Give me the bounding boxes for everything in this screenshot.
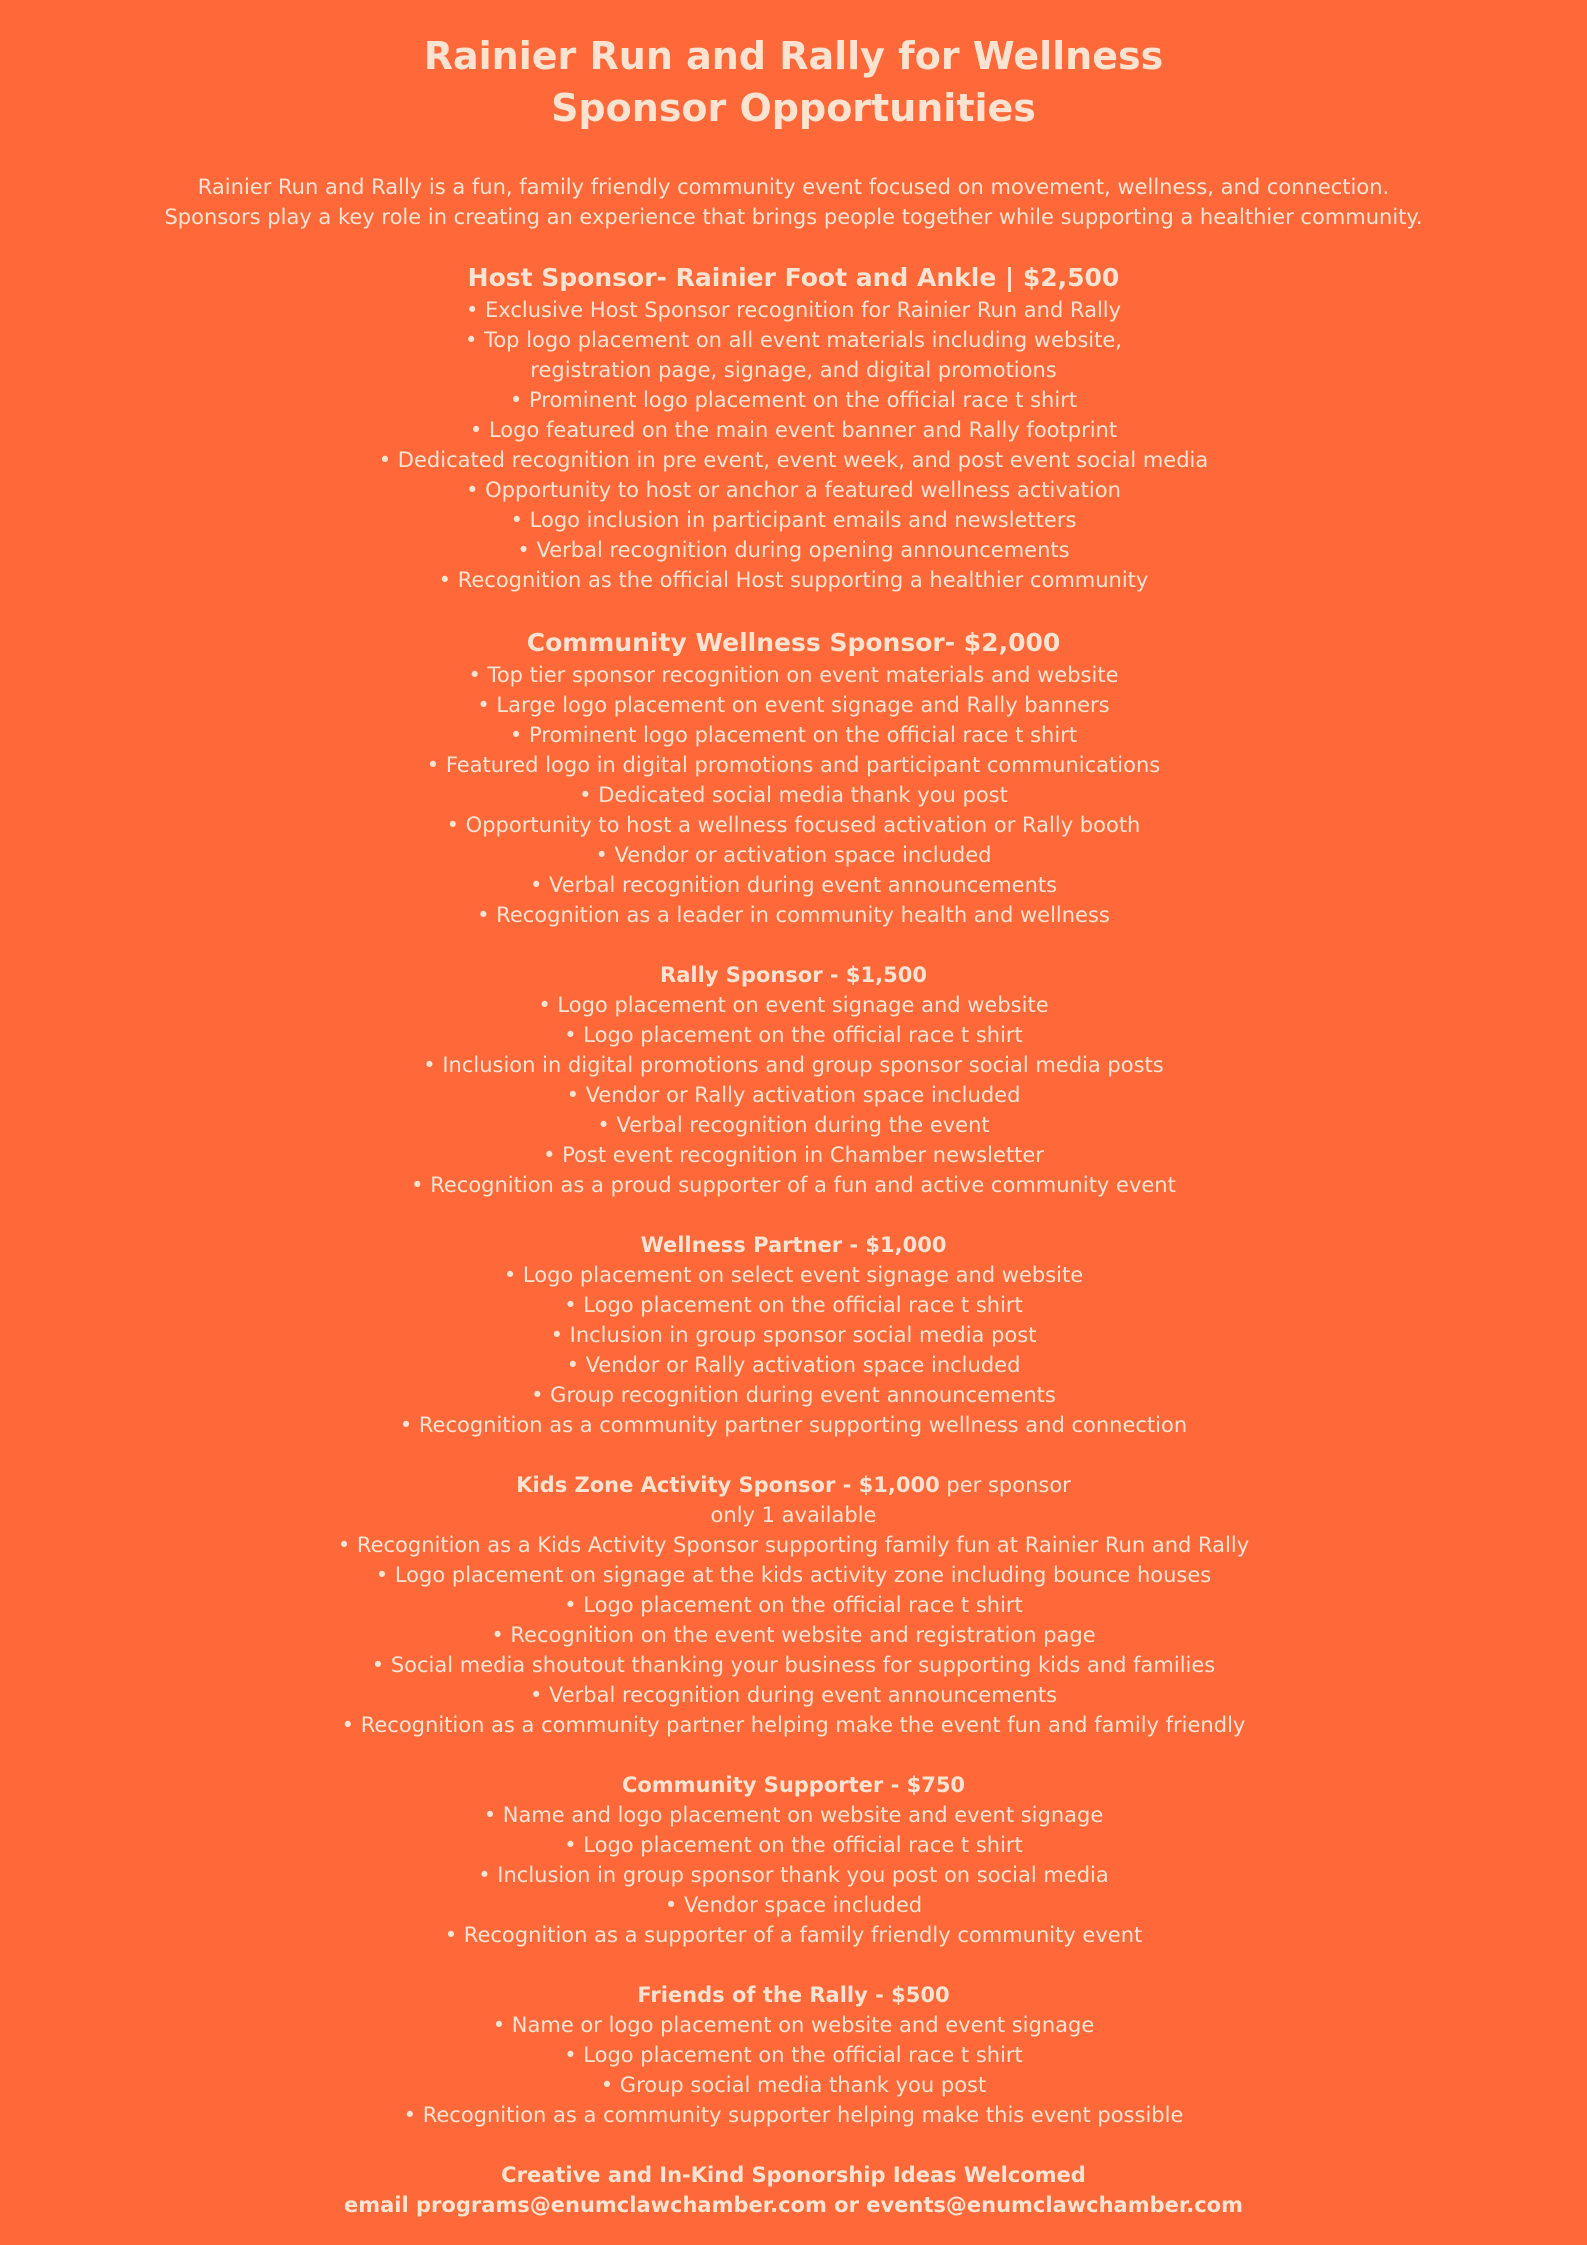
benefit-item: • Vendor or Rally activation space included <box>566 1083 1021 1107</box>
benefit-list <box>0 295 1587 595</box>
tier-heading: Wellness Partner - $1,000 <box>640 1233 947 1257</box>
sponsor-tiers <box>0 260 1587 2220</box>
benefit-item: • Logo placement on select event signage and website <box>503 1263 1084 1287</box>
benefit-item: • Dedicated recognition in pre event, event week, and post event social media <box>378 448 1209 472</box>
benefit-list <box>0 660 1587 930</box>
benefit-item: • Recognition as a community supporter helping make this event possible <box>403 2103 1184 2127</box>
page-title: Rainier Run and Rally for Wellness <box>423 34 1164 78</box>
benefit-item: • Logo placement on the official race t shirt <box>564 1833 1023 1857</box>
benefit-item: • Recognition as a community partner helping make the event fun and family friendly <box>341 1713 1246 1737</box>
intro-line: Rainier Run and Rally is a fun, family friendly community event focused on movement, wellness, and connection. <box>197 175 1390 199</box>
benefit-item-continued: registration page, signage, and digital promotions <box>530 358 1057 382</box>
benefit-item: • Name or logo placement on website and event signage <box>492 2013 1095 2037</box>
benefit-list <box>0 990 1587 1200</box>
tier-heading-text: Kids Zone Activity Sponsor - $1,000 <box>516 1473 940 1497</box>
benefit-list <box>0 1530 1587 1740</box>
footer-heading: Creative and In-Kind Sponorship Ideas Welcomed <box>501 2163 1086 2187</box>
benefit-item: • Opportunity to host or anchor a featured wellness activation <box>466 478 1121 502</box>
benefit-item: • Logo inclusion in participant emails and newsletters <box>510 508 1077 532</box>
tier-heading: Rally Sponsor - $1,500 <box>660 963 927 987</box>
benefit-item: • Exclusive Host Sponsor recognition for Rainier Run and Rally <box>465 298 1122 322</box>
benefit-item: • Recognition on the event website and registration page <box>491 1623 1096 1647</box>
benefit-item: • Large logo placement on event signage and Rally banners <box>477 693 1110 717</box>
sponsor-tier-friends-of-rally <box>0 1980 1587 2130</box>
benefit-item: • Recognition as a proud supporter of a fun and active community event <box>411 1173 1176 1197</box>
benefit-item: • Top tier sponsor recognition on event materials and website <box>468 663 1119 687</box>
benefit-item: • Verbal recognition during opening announcements <box>517 538 1070 562</box>
tier-heading: Host Sponsor- Rainier Foot and Ankle | $2,500 <box>467 263 1120 292</box>
benefit-list <box>0 1260 1587 1440</box>
sponsor-tier-community-supporter <box>0 1770 1587 1950</box>
benefit-item: • Logo placement on the official race t shirt <box>564 1293 1023 1317</box>
benefit-item: • Verbal recognition during event announcements <box>529 1683 1058 1707</box>
benefit-item: • Logo placement on the official race t shirt <box>564 1023 1023 1047</box>
benefit-item: • Logo placement on signage at the kids activity zone including bounce houses <box>375 1563 1212 1587</box>
benefit-item: • Top logo placement on all event materials including website, <box>465 328 1122 352</box>
benefit-item: • Recognition as a community partner supporting wellness and connection <box>399 1413 1188 1437</box>
benefit-list <box>0 2010 1587 2130</box>
benefit-item: • Inclusion in group sponsor social media post <box>550 1323 1037 1347</box>
sponsor-tier-rally <box>0 960 1587 1200</box>
benefit-item: • Logo featured on the main event banner and Rally footprint <box>469 418 1118 442</box>
benefit-item: • Group recognition during event announcements <box>531 1383 1056 1407</box>
benefit-item: • Verbal recognition during the event <box>597 1113 990 1137</box>
intro-paragraph <box>0 172 1587 232</box>
page-subtitle: Sponsor Opportunities <box>551 86 1036 130</box>
benefit-item: • Name and logo placement on website and event signage <box>483 1803 1104 1827</box>
intro-line: Sponsors play a key role in creating an experience that brings people together while supporting a healthier community. <box>164 205 1423 229</box>
tier-heading: Community Supporter - $750 <box>621 1773 966 1797</box>
benefit-item: • Prominent logo placement on the official race t shirt <box>509 723 1078 747</box>
tier-heading-suffix: per sponsor <box>939 1473 1071 1497</box>
benefit-item: • Logo placement on event signage and website <box>538 993 1049 1017</box>
benefit-item: • Recognition as a Kids Activity Sponsor supporting family fun at Rainier Run and Rally <box>337 1533 1250 1557</box>
benefit-item: • Vendor or activation space included <box>595 843 992 867</box>
benefit-item: • Group social media thank you post <box>600 2073 987 2097</box>
contact-emails: email programs@enumclawchamber.com or events@enumclawchamber.com <box>344 2193 1243 2217</box>
tier-heading: Friends of the Rally - $500 <box>637 1983 950 2007</box>
benefit-item: • Verbal recognition during event announcements <box>529 873 1058 897</box>
benefit-item: • Logo placement on the official race t shirt <box>564 1593 1023 1617</box>
benefit-item: • Vendor or Rally activation space included <box>566 1353 1021 1377</box>
benefit-item: • Featured logo in digital promotions and participant communications <box>426 753 1161 777</box>
sponsor-tier-community-wellness <box>0 625 1587 930</box>
benefit-item: • Social media shoutout thanking your business for supporting kids and families <box>371 1653 1216 1677</box>
benefit-item: • Recognition as the official Host supporting a healthier community <box>438 568 1149 592</box>
benefit-item: • Prominent logo placement on the official race t shirt <box>509 388 1078 412</box>
benefit-item: • Post event recognition in Chamber newsletter <box>543 1143 1044 1167</box>
tier-heading: Community Wellness Sponsor- $2,000 <box>526 628 1061 657</box>
benefit-item: • Recognition as a leader in community health and wellness <box>477 903 1110 927</box>
benefit-item: • Opportunity to host a wellness focused activation or Rally booth <box>446 813 1141 837</box>
sponsor-tier-wellness-partner <box>0 1230 1587 1440</box>
benefit-item: • Recognition as a supporter of a family friendly community event <box>444 1923 1143 1947</box>
availability-note: only 1 available <box>710 1503 877 1527</box>
benefit-list <box>0 1800 1587 1950</box>
contact-footer <box>0 2160 1587 2220</box>
benefit-item: • Logo placement on the official race t shirt <box>564 2043 1023 2067</box>
sponsor-tier-host <box>0 260 1587 595</box>
tier-heading <box>0 1470 1587 1500</box>
sponsor-tier-kids-zone <box>0 1470 1587 1740</box>
benefit-item: • Inclusion in group sponsor thank you post on social media <box>478 1863 1109 1887</box>
benefit-item: • Dedicated social media thank you post <box>579 783 1008 807</box>
benefit-item: • Vendor space included <box>664 1893 923 1917</box>
benefit-item: • Inclusion in digital promotions and group sponsor social media posts <box>423 1053 1164 1077</box>
title-block <box>0 0 1587 134</box>
